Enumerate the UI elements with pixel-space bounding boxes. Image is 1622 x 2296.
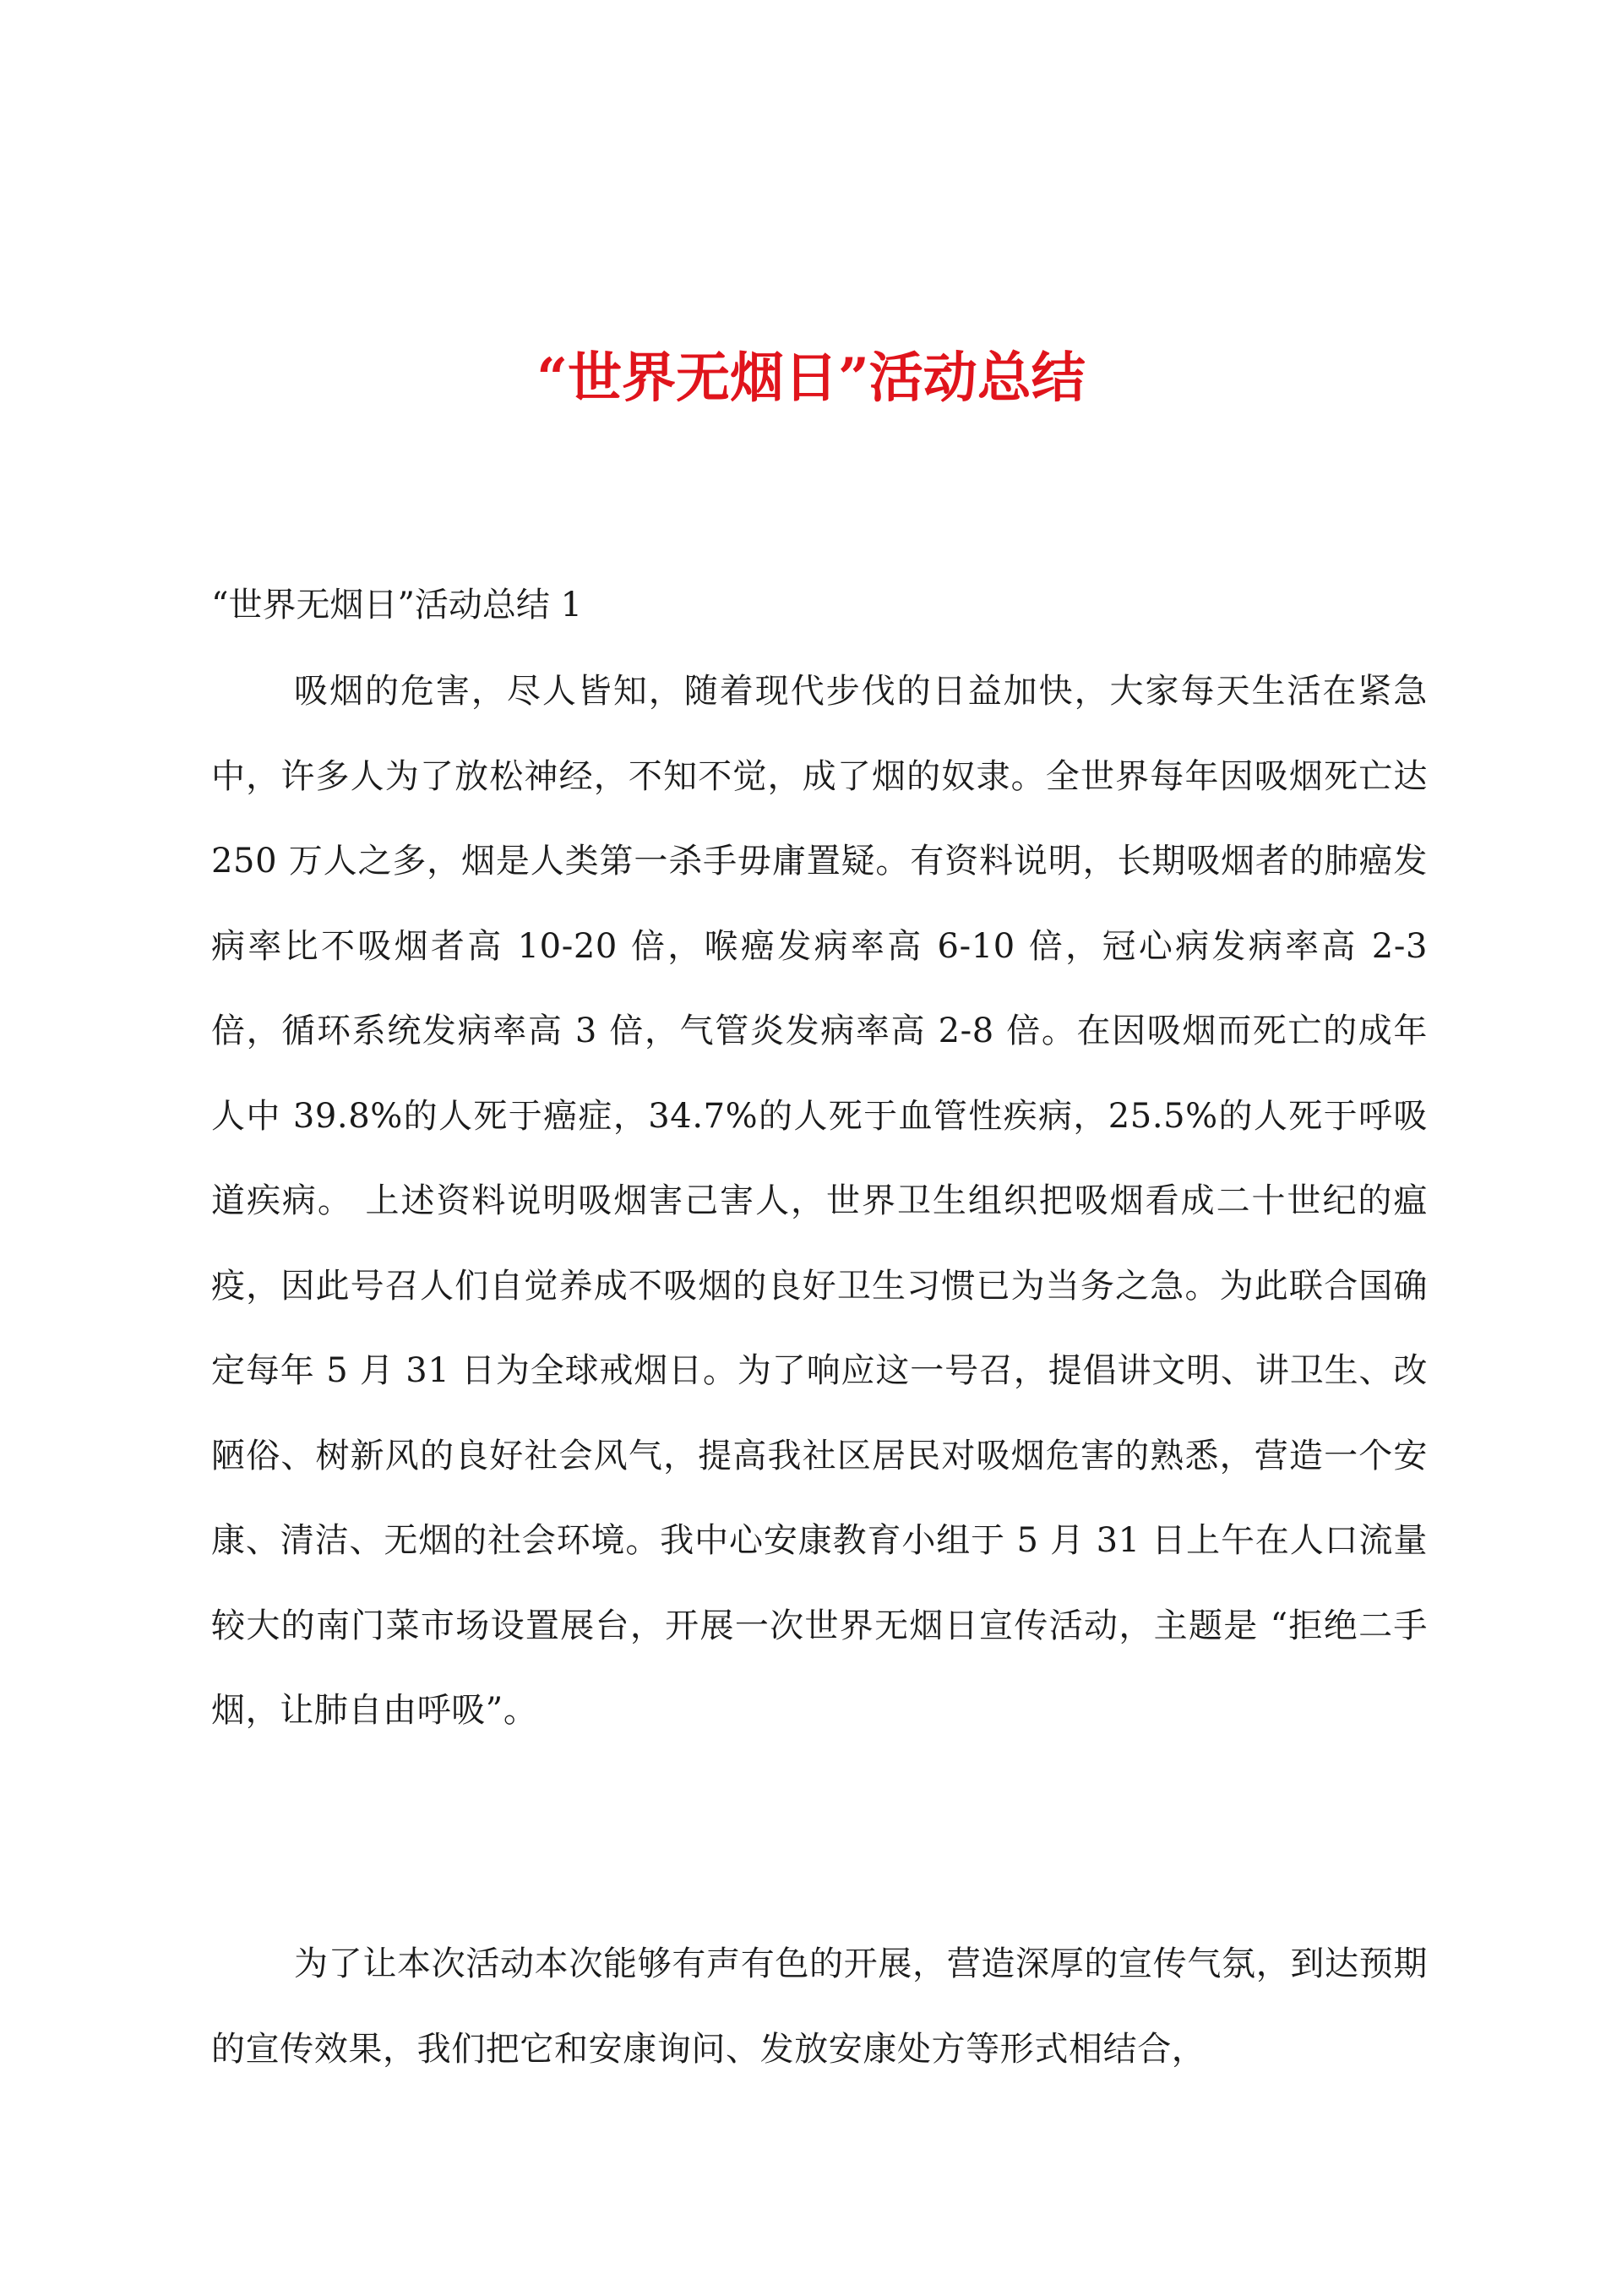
body-paragraph-1: 吸烟的危害，尽人皆知，随着现代步伐的日益加快，大家每天生活在紧急中，许多人为了放松神经，不知不觉，成了烟的奴隶。全世界每年因吸烟死亡达 250 万人之多，烟是人类第一杀手毋庸置疑。有资料说明，长期吸烟者的肺癌发病率比不吸烟者高 10-20 倍，喉癌发病率高 6-10 倍，冠心病发病率高 2-3 倍，循环系统发病率高 3 倍，气管炎发病率高 2-8 倍。在因吸烟而死亡的成年人中 39.8%的人死于癌症，34.7%的人死于血管性疾病，25.5%的人死于呼吸道疾病。 上述资料说明吸烟害己害人，世界卫生组织把吸烟看成二十世纪的瘟疫，因此号召人们自觉养成不吸烟的良好卫生习惯已为当务之急。为此联合国确定每年 5 月 31 日为全球戒烟日。为了响应这一号召，提倡讲文明、讲卫生、改陋俗、树新风的良好社会风气，提高我社区居民对吸烟危害的熟悉，营造一个安康、清洁、无烟的社会环境。我中心安康教育小组于 5 月 31 日上午在人口流量较大的南门菜市场设置展台，开展一次世界无烟日宣传活动，主题是 “拒绝二手烟，让肺自由呼吸”。 — [211, 672, 1428, 1730]
section-heading: “世界无烟日”活动总结 1 — [211, 586, 583, 624]
body-paragraph-2: 为了让本次活动本次能够有声有色的开展，营造深厚的宣传气氛，到达预期的宣传效果，我们把它和安康询问、发放安康处方等形式相结合， — [211, 1944, 1428, 2069]
document-title: “世界无烟日”活动总结 — [536, 346, 1086, 410]
